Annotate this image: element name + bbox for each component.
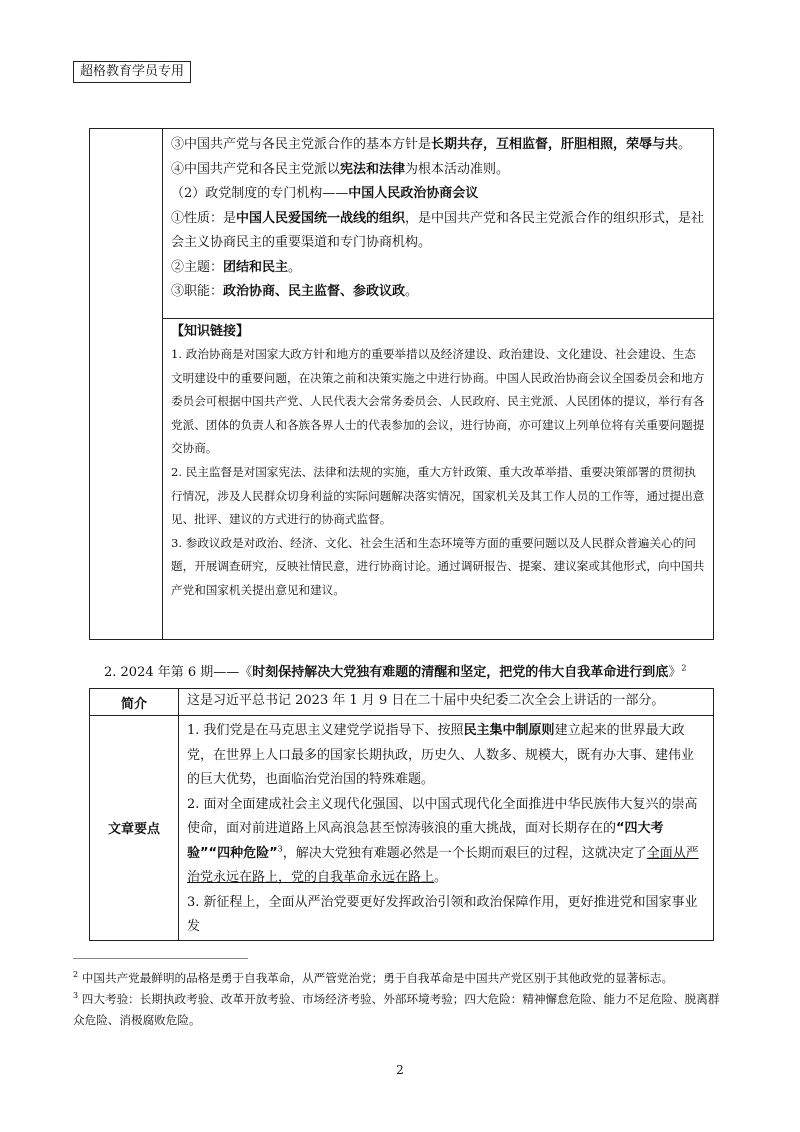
footnotes	[73, 968, 723, 1031]
knowledge-paragraph: 3. 参政议政是对政治、经济、文化、社会生活和生态环境等方面的重要问题以及人民群众普遍关心的问题，开展调查研究，反映社情民意，进行协商讨论。通过调研报告、提案、建议案或其他形式，向中国共产党和国家机关提出意见和建议。	[171, 535, 705, 597]
intro-label: 简介	[90, 689, 179, 716]
section-title: 2. 2024 年第 6 期——《时刻保持解决大党独有难题的清醒和坚定，把党的伟大自我革命进行到底》$^2$	[104, 663, 687, 680]
knowledge-link-cell	[163, 319, 714, 640]
knowledge-paragraph: 2. 民主监督是对国家宪法、法律和法规的实施，重大方针政策、重大改革举措、重要决策部署的贯彻执行情况，涉及人民群众切身利益的实际问题解决落实情况，国家机关及其工作人员的工作等，通过提出意见、批评、建议的方式进行的协商式监督。	[171, 464, 705, 527]
footnote-2: $^2$ 中国共产党最鲜明的品格是勇于自我革命，从严管党治党；勇于自我革命是中国共产党区别于其他政党的显著标志。	[73, 970, 674, 985]
footnote-ref: 2	[681, 663, 687, 673]
text-line: （2）政党制度的专门机构——中国人民政治协商会议	[171, 186, 479, 201]
footnote-divider	[73, 958, 248, 959]
article-points-cell	[179, 716, 714, 941]
knowledge-paragraph: 1. 政治协商是对国家大政方针和地方的重要举措以及经济建设、政治建设、文化建设、社会建设、生态文明建设中的重要问题，在决策之前和决策实施之中进行协商。中国人民政治协商会议全国委员会和地方委员会可根据中国共产党、人民代表大会常务委员会、人民政府、民主党派、人民团体的提议，举行有各党派、团体的负责人和各族各界人士的代表参加的会议，进行协商，亦可建议上列单位将有关重要问题提交协商。	[171, 347, 705, 456]
point-2: 2. 面对全面建成社会主义现代化强国、以中国式现代化全面推进中华民族伟大复兴的崇高使命，面对前进道路上风高浪急甚至惊涛骇浪的重大挑战，面对长期存在的“四大考验”“四种危险”$^3$，解决大党独有难题必然是一个长期而艰巨的过程，这就决定了全面从严治党永远在路上，党的自我革命永远在路上。	[187, 796, 699, 885]
article-table	[89, 688, 714, 941]
footnote-3: $^3$ 四大考验：长期执政考验、改革开放考验、市场经济考验、外部环境考验；四大危险：精神懈怠危险、能力不足危险、脱离群众危险、消极腐败危险。	[73, 991, 720, 1027]
header-label: 超格教育学员专用	[73, 61, 191, 83]
intro-text: 这是习近平总书记 2023 年 1 月 9 日在二十届中央纪委二次全会上讲话的一部分。	[179, 689, 714, 716]
text-line: ②主题：团结和民主。	[171, 259, 302, 275]
party-system-cell	[163, 129, 714, 319]
text-line: ①性质：是中国人民爱国统一战线的组织，是中国共产党和各民主党派合作的组织形式，是社会主义协商民主的重要渠道和专门协商机构。	[171, 210, 705, 250]
point-3: 3. 新征程上，全面从严治党要更好发挥政治引领和政治保障作用，更好推进党和国家事业发	[187, 894, 698, 934]
footnote-ref: 3	[277, 844, 283, 854]
points-label: 文章要点	[90, 716, 179, 941]
text-line: ③职能：政治协商、民主监督、参政议政。	[171, 284, 419, 299]
text-line: ④中国共产党和各民主党派以宪法和法律为根本活动准则。	[171, 161, 510, 177]
knowledge-link-title: 【知识链接】	[171, 324, 250, 339]
policy-table	[89, 128, 714, 640]
text-line: ③中国共产党与各民主党派合作的基本方针是长期共存，互相监督，肝胆相照，荣辱与共。	[171, 137, 692, 152]
table-left-column	[90, 129, 163, 640]
page-number: 2	[396, 1063, 404, 1077]
point-1: 1. 我们党是在马克思主义建党学说指导下、按照民主集中制原则建立起来的世界最大政党，在世界上人口最多的国家长期执政，历史久、人数多、规模大，既有办大事、建伟业的巨大优势，也面临治党治国的特殊难题。	[187, 723, 695, 787]
